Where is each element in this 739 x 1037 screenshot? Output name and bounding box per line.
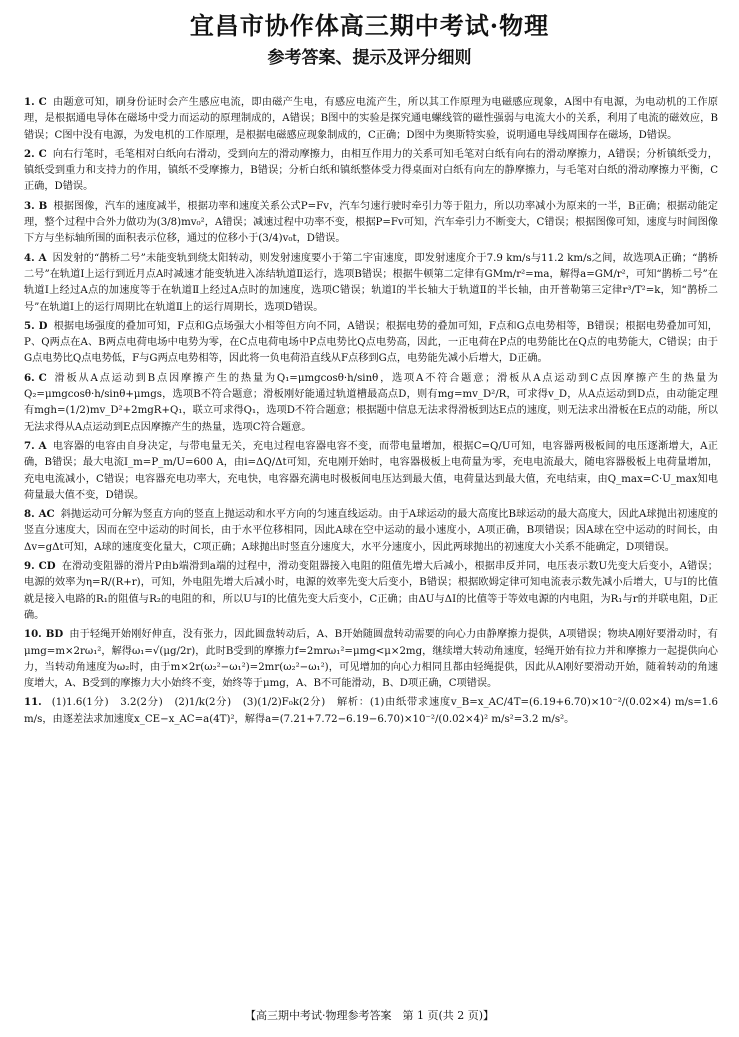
item-answer: A xyxy=(38,439,47,452)
item-answer: AC xyxy=(38,508,55,521)
item-answer: B xyxy=(38,199,48,212)
item-number: 11. xyxy=(24,696,42,709)
item-number: 4. xyxy=(24,251,35,264)
answer-item-5 xyxy=(24,318,718,368)
answer-item-11 xyxy=(24,694,718,728)
item-explanation: 向右行笔时，毛笔相对白纸向右滑动，受到向左的滑动摩擦力，由相互作用力的关系可知毛笔对白纸有向右的滑动摩擦力，A错误；分析镇纸受力，镇纸受到重力和支持力的作用，镇纸不受摩擦力，B错误；分析白纸和镇纸整体受力得桌面对白纸有向左的静摩擦力，与毛笔对白纸的滑动摩擦力平衡，C正确，D错误。 xyxy=(24,148,718,193)
item-number: 7. xyxy=(24,439,35,452)
item-explanation: 根据电场强度的叠加可知，F点和G点场强大小相等但方向不同，A错误；根据电势的叠加可知，F点和G点电势相等，B错误；根据电势叠加可知，P、Q两点在A、B两点电荷电场中电势为零，在C点电荷电场中P点电势比Q点电势高，因此，一正电荷在P点的电势能比在Q点的电势能大，C错误；由于G点电势比Q点电势低，F与G两点电势相等，因此将一负电荷沿直线从F点移到G点，电势能先减小后增大，D正确。 xyxy=(24,320,718,365)
answer-item-6 xyxy=(24,370,718,436)
item-explanation: 因发射的“鹊桥二号”未能变轨到绕太阳转动，则发射速度要小于第二宇宙速度，即发射速度介于7.9 km/s与11.2 km/s之间，故选项A正确；“鹊桥二号”在轨道Ⅰ上运行到近月点A时减速才能变轨进入冻结轨道Ⅱ运行，选项B错误；根据牛顿第二定律有GMm/r²=ma，解得a=GM/r²，可知“鹊桥二号”在轨道Ⅰ上经过A点的加速度等于在轨道Ⅱ上经过A点时的加速度，选项C错误；轨道Ⅰ的半长轴大于轨道Ⅱ的半长轴，由开普勒第三定律r³/T²=k，知“鹊桥二号”在轨道Ⅰ上的运行周期比在轨道Ⅱ上的运行周期长，选项D错误。 xyxy=(24,252,718,313)
answer-item-1 xyxy=(24,94,718,144)
answer-item-8 xyxy=(24,506,718,556)
item-number: 5. xyxy=(24,319,35,332)
answer-item-10 xyxy=(24,626,718,692)
item-answer: D xyxy=(38,319,48,332)
item-number: 2. xyxy=(24,147,35,160)
page-subtitle: 参考答案、提示及评分细则 xyxy=(267,48,472,68)
item-answer: BD xyxy=(45,628,64,641)
answer-item-3 xyxy=(24,198,718,248)
item-number: 10. xyxy=(24,628,42,641)
item-explanation: 由于轻绳开始刚好伸直，没有张力，因此圆盘转动后，A、B开始随圆盘转动需要的向心力由静摩擦力提供，A项错误；物块A刚好要滑动时，有μmg=m×2rω₁²，解得ω₁=√(μg/2r)，此时B受到的摩擦力f=2mrω₁²=μmg<μ×2mg，继续增大转动角速度，轻绳开始有拉力并和摩擦力一起提供向心力，当转动角速度为ω₂时，由于m×2r(ω₂²−ω₁²)=2mr(ω₂²−ω₁²)，可见增加的向心力相同且都由轻绳提供，因此从A刚好要滑动开始，随着转动的角速度增大，A、B受到的摩擦力大小始终不变，始终等于μmg，A、B不可能滑动，B、D项正确，C项错误。 xyxy=(24,629,718,690)
answer-item-2 xyxy=(24,146,718,196)
item-answer: A xyxy=(38,251,47,264)
item-number: 3. xyxy=(24,199,35,212)
item-number: 6. xyxy=(24,371,35,384)
item-answer: C xyxy=(38,371,47,384)
item-number: 8. xyxy=(24,508,35,521)
item-explanation: 根据图像，汽车的速度减半，根据功率和速度关系公式P=Fv，汽车匀速行驶时牵引力等于阻力，所以功率减小为原来的一半，B正确；根据动能定理，整个过程中合外力做功为(3/8)mv₀²，A错误；减速过程中功率不变，根据P=Fv可知，汽车牵引力不断变大，C错误；根据图像可知，速度与时间图像下方与坐标轴所围的面积表示位移，通过的位移小于(3/4)v₀t，D错误。 xyxy=(24,200,718,245)
answer-list xyxy=(24,94,718,730)
answer-item-7 xyxy=(24,438,718,504)
item-number: 9. xyxy=(24,560,35,573)
item-explanation: 滑板从A点运动到B点因摩擦产生的热量为Q₁=μmgcosθ·h/sinθ，选项A不符合题意；滑板从A点运动到C点因摩擦产生的热量为Q₂=μmgcosθ·h/sinθ+μmgs，选项B不符合题意；滑板刚好能通过轨道槽最高点D，则有mg=mv_D²/R，可求得v_D，从A点运动到D点，由动能定理有mgh=(1/2)mv_D²+2mgR+Q₁，联立可求得Q₁，选项D不符合题意；根据题中信息无法求得滑板到达E点的速度，则无法求出滑板在E点的动能，所以无法求得从A点运动到E点因摩擦产生的热量，选项C符合题意。 xyxy=(24,372,718,433)
item-answer: C xyxy=(38,96,47,108)
item-answer: C xyxy=(38,147,47,160)
item-explanation: 由题意可知，刷身份证时会产生感应电流，即由磁产生电，有感应电流产生，所以其工作原理为电磁感应现象，A图中有电源，为电动机的工作原理，是根据通电导体在磁场中受力而运动的原理制成的，A错误；B图中的实验是探究通电螺线管的磁性强弱与电流大小的关系，利用了电流的磁效应，B错误；C图中没有电源，为发电机的工作原理，是根据电磁感应现象制成的，C正确；D图中为奥斯特实验，说明通电导线周围存在磁场，D错误。 xyxy=(24,97,718,141)
item-explanation: 斜抛运动可分解为竖直方向的竖直上抛运动和水平方向的匀速直线运动。由于A球运动的最大高度比B球运动的最大高度大，因此A球抛出初速度的竖直分速度大，因而在空中运动的时间长，由于水平位移相同，因此A球在空中运动的最小速度小，A项正确，B项错误；因A球在空中运动的时间长，由Δv=gΔt可知，A球的速度变化量大，C项正确；A球抛出时竖直分速度大，水平分速度小，因此两球抛出的初速度大小关系不能确定，D项错误。 xyxy=(24,509,718,553)
item-explanation: (1)1.6(1分) 3.2(2分) (2)1/k(2分) (3)(1/2)F₀k(2分) 解析：(1)由纸带求速度v_B=x_AC/4T=(6.19+6.70)×10⁻²/(0.02×4) m/s=1.6 m/s，由逐差法求加速度x_CE−x_AC=a(4T)²，解得a=(7.21+7.72−6.19−6.70)×10⁻²/(0.02×4)² m/s²=3.2 m/s²。 xyxy=(24,697,718,725)
item-number: 1. xyxy=(24,96,35,108)
item-explanation: 电容器的电容由自身决定，与带电量无关，充电过程电容器电容不变，而带电量增加，根据C=Q/U可知，电容器两极板间的电压逐渐增大，A正确，B错误；最大电流I_m=P_m/U=600 A，由i=ΔQ/Δt可知，充电刚开始时，电容器极板上电荷量为零，充电电流最大，随电容器极板上电荷量增加，充电电流减小，C错误；电容器充电功率大，充电快，电容器充满电时极板间电压达到最大值，电荷量达到最大值，充电结束，由Q_max=C·U_max知电荷量最大值不变，D错误。 xyxy=(24,440,718,501)
answer-item-9 xyxy=(24,558,718,624)
page-title: 宜昌市协作体高三期中考试·物理 xyxy=(189,11,550,40)
answer-item-4 xyxy=(24,250,718,316)
item-explanation: 在滑动变阻器的滑片P由b端滑到a端的过程中，滑动变阻器接入电阻的阻值先增大后减小，根据串反并同，电压表示数U先变大后变小，A错误；电源的效率为η=R/(R+r)，可知，外电阻先增大后减小时，电源的效率先变大后变小，B错误；根据欧姆定律可知电流表示数先减小后增大，U与I的比值就是接入电路的R₁的阻值与R₂的电阻的和，所以U与I的比值先变大后变小，C正确；由ΔU与ΔI的比值等于等效电源的内电阻，为R₁与r的并联电阻，D正确。 xyxy=(24,561,718,621)
page-footer: 【高三期中考试·物理参考答案 第 1 页(共 2 页)】 xyxy=(244,1009,495,1022)
item-answer: CD xyxy=(38,560,56,573)
